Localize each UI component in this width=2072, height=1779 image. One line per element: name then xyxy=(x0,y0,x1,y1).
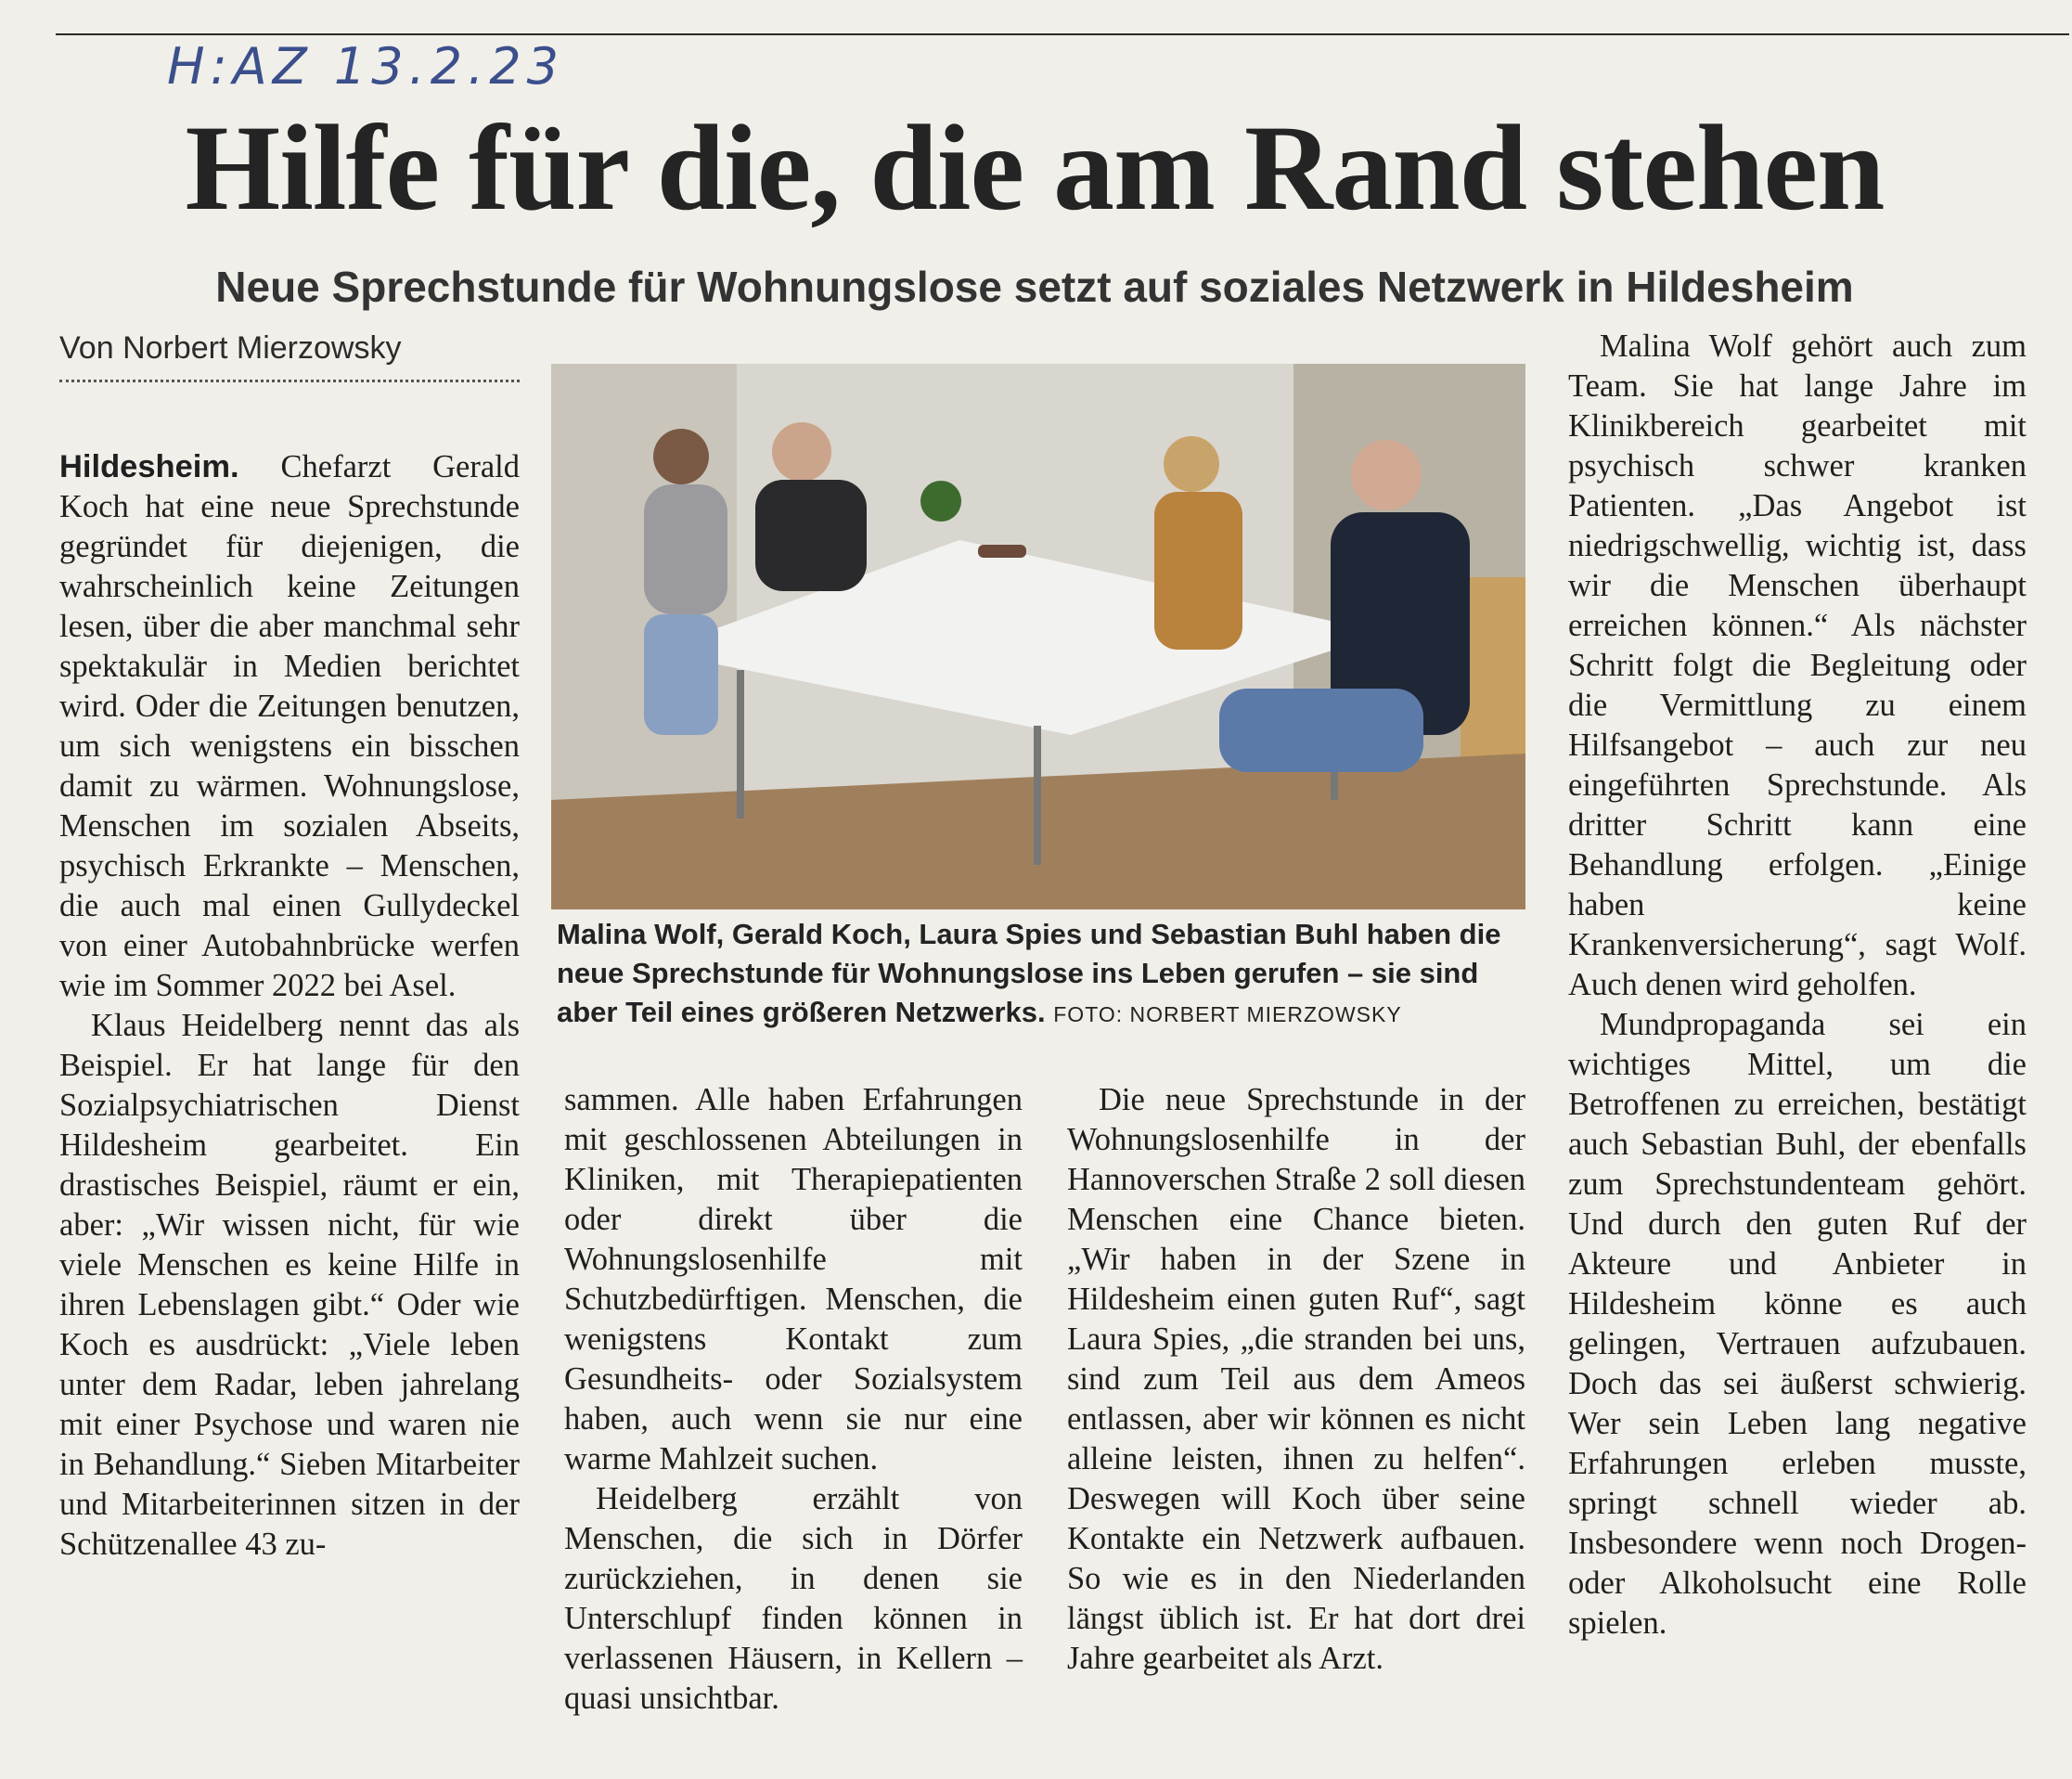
team-photo-illustration xyxy=(551,364,1525,909)
article-column-3 xyxy=(1067,1080,1525,1679)
handwritten-date-note: H:AZ 13.2.23 xyxy=(167,37,565,96)
article-column-4 xyxy=(1568,327,2027,1644)
article-paragraph: sammen. Alle haben Erfahrungen mit geschlossenen Abteilungen in Kliniken, mit Therapiepatienten oder direkt über die Wohnungslosenhilfe mit Schutzbedürftigen. Menschen, die wenigstens Kontakt zum Gesundheits- oder Sozialsystem haben, auch wenn sie nur eine warme Mahlzeit suchen. xyxy=(564,1082,1023,1476)
byline: Von Norbert Mierzowsky xyxy=(59,330,520,382)
article-paragraph: Heidelberg erzählt von Menschen, die sich in Dörfer zurückziehen, in denen sie Unterschlupf finden können in verlassenen Häusern, in Kellern – quasi unsichtbar. xyxy=(564,1481,1023,1716)
dateline: Hildesheim. xyxy=(59,449,239,484)
subheadline: Neue Sprechstunde für Wohnungslose setzt auf soziales Netzwerk in Hildesheim xyxy=(215,263,1854,311)
article-paragraph xyxy=(59,447,520,1006)
top-rule xyxy=(56,33,2069,35)
paragraph-text: Chefarzt Gerald Koch hat eine neue Sprechstunde gegründet für diejenigen, die wahrscheinlich keine Zeitungen lesen, über die aber manchmal sehr spektakulär in Medien berichtet wird. Oder die Zeitungen benutzen, um sich wenigstens ein bisschen damit zu wärmen. Wohnungslose, Menschen im sozialen Abseits, psychisch Erkrankte – Menschen, die auch mal einen Gullydeckel von einer Autobahnbrücke werfen wie im Sommer 2022 bei Asel. xyxy=(59,449,520,1003)
photo-caption xyxy=(557,915,1531,1034)
article-paragraph: Mundpropaganda sei ein wichtiges Mittel, um die Betroffenen zu erreichen, bestätigt auch Sebastian Buhl, der ebenfalls zum Sprechstundenteam gehört. Und durch den guten Ruf der Akteure und Anbieter in Hildesheim könne es auch gelingen, Vertrauen aufzubauen. Doch das sei äußerst schwierig. Wer sein Leben lang negative Erfahrungen erleben musste, springt schnell wieder ab. Insbesondere wenn noch Drogen- oder Alkoholsucht eine Rolle spielen. xyxy=(1568,1007,2027,1641)
article-paragraph: Klaus Heidelberg nennt das als Beispiel. Er hat lange für den Sozialpsychiatrischen Dienst Hildesheim gearbeitet. Ein drastisches Beispiel, räumt er ein, aber: „Wir wissen nicht, für wie viele Menschen es keine Hilfe in ihren Lebenslagen gibt.“ Oder wie Koch es ausdrückt: „Viele leben unter dem Radar, leben jahrelang mit einer Psychose und waren nie in Behandlung.“ Sieben Mitarbeiter und Mitarbeiterinnen sitzen in der Schützenallee 43 zu- xyxy=(59,1008,520,1562)
article-paragraph: Malina Wolf gehört auch zum Team. Sie hat lange Jahre im Klinikbereich gearbeitet mit psychisch schwer kranken Patienten. „Das Angebot ist niedrigschwellig, wichtig ist, dass wir die Menschen überhaupt erreichen können.“ Als nächster Schritt folgt die Begleitung oder die Vermittlung zu einem Hilfsangebot – auch zur neu eingeführten Sprechstunde. Als dritter Schritt kann eine Behandlung erfolgen. „Einige haben keine Krankenversicherung“, sagt Wolf. Auch denen wird geholfen. xyxy=(1568,329,2027,1002)
article-column-2 xyxy=(564,1080,1023,1719)
caption-text: Malina Wolf, Gerald Koch, Laura Spies und Sebastian Buhl haben die neue Sprechstunde für Wohnungslose ins Leben gerufen – sie sind aber Teil eines größeren Netzwerks. xyxy=(557,918,1501,1028)
photo-credit: FOTO: NORBERT MIERZOWSKY xyxy=(1053,1002,1402,1026)
article-paragraph: Die neue Sprechstunde in der Wohnungslosenhilfe in der Hannoverschen Straße 2 soll diesen Menschen eine Chance bieten. „Wir haben in der Szene in Hildesheim einen guten Ruf“, sagt Laura Spies, „die stranden bei uns, sind zum Teil aus dem Ameos entlassen, aber wir können es nicht alleine leisten, ihnen zu helfen“. Deswegen will Koch über seine Kontakte ein Netzwerk aufbauen. So wie es in den Niederlanden längst üblich ist. Er hat dort drei Jahre gearbeitet als Arzt. xyxy=(1067,1082,1525,1676)
article-column-1 xyxy=(59,447,520,1565)
team-photo xyxy=(551,364,1525,909)
headline: Hilfe für die, die am Rand stehen xyxy=(185,99,1885,236)
